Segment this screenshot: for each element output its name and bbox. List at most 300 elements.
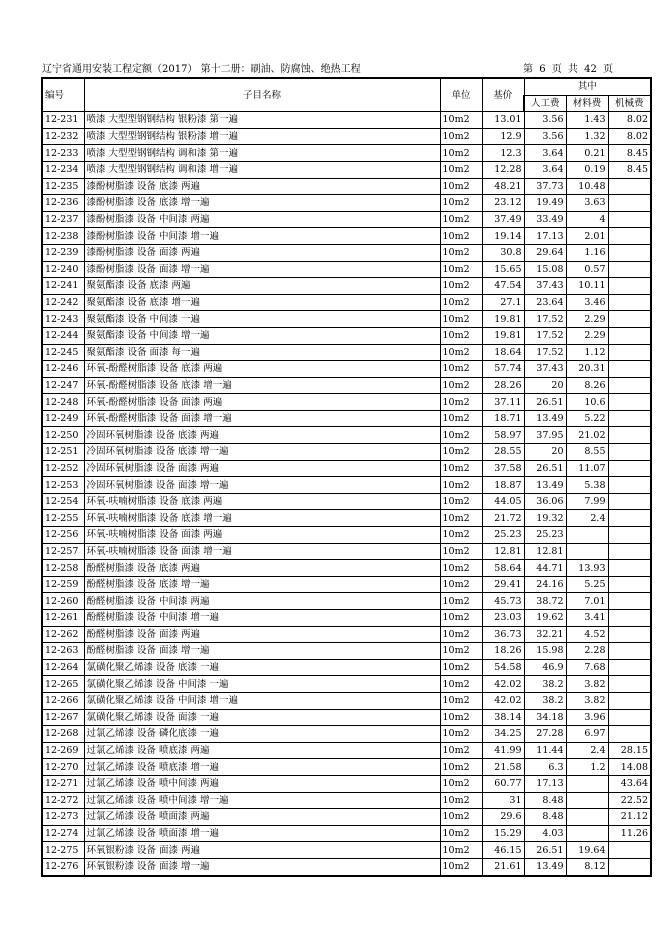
cell-name: 漆酚树脂漆 设备 面漆 增一遍 — [84, 261, 440, 278]
cell-code: 12-234 — [42, 161, 84, 178]
table-row — [42, 543, 651, 560]
cell-material — [566, 825, 608, 842]
cell-unit: 10m2 — [440, 543, 482, 560]
cell-name: 过氯乙烯漆 设备 喷中间漆 两遍 — [84, 775, 440, 792]
cell-machine — [608, 676, 651, 693]
cell-code: 12-270 — [42, 759, 84, 776]
cell-code: 12-231 — [42, 112, 84, 129]
table-row — [42, 178, 651, 195]
cell-name: 过氯乙烯漆 设备 喷中间漆 增一遍 — [84, 792, 440, 809]
cell-unit: 10m2 — [440, 709, 482, 726]
cell-code: 12-256 — [42, 527, 84, 544]
cell-labor: 3.56 — [524, 128, 566, 145]
cell-name: 漆酚树脂漆 设备 面漆 两遍 — [84, 244, 440, 261]
cell-price: 45.73 — [482, 593, 524, 610]
cell-material: 1.2 — [566, 759, 608, 776]
table-row — [42, 278, 651, 295]
table-row — [42, 344, 651, 361]
cell-labor: 15.98 — [524, 643, 566, 660]
cell-code: 12-237 — [42, 211, 84, 228]
table-row — [42, 444, 651, 461]
cell-name: 过氯乙烯漆 设备 磷化底漆 一遍 — [84, 726, 440, 743]
cell-machine — [608, 576, 651, 593]
cell-price: 23.12 — [482, 195, 524, 212]
cell-price: 42.02 — [482, 676, 524, 693]
cell-labor: 20 — [524, 377, 566, 394]
cell-material — [566, 792, 608, 809]
cell-unit: 10m2 — [440, 361, 482, 378]
cell-machine — [608, 394, 651, 411]
cell-name: 环氧银粉漆 设备 面漆 增一遍 — [84, 858, 440, 875]
cell-price: 48.21 — [482, 178, 524, 195]
cell-unit: 10m2 — [440, 560, 482, 577]
cell-code: 12-233 — [42, 145, 84, 162]
cell-material: 2.4 — [566, 742, 608, 759]
cell-machine — [608, 228, 651, 245]
cell-code: 12-263 — [42, 643, 84, 660]
table-row — [42, 311, 651, 328]
cell-unit: 10m2 — [440, 427, 482, 444]
cell-name: 过氯乙烯漆 设备 喷面漆 增一遍 — [84, 825, 440, 842]
cell-labor: 25.23 — [524, 527, 566, 544]
cell-name: 环氧-呋喃树脂漆 设备 底漆 两遍 — [84, 493, 440, 510]
col-header-price: 基价 — [482, 78, 524, 112]
cell-price: 42.02 — [482, 692, 524, 709]
cell-material: 3.46 — [566, 294, 608, 311]
cell-material: 3.96 — [566, 709, 608, 726]
cell-machine: 8.45 — [608, 161, 651, 178]
cell-code: 12-235 — [42, 178, 84, 195]
cell-code: 12-236 — [42, 195, 84, 212]
table-row — [42, 643, 651, 660]
cell-name: 漆酚树脂漆 设备 底漆 两遍 — [84, 178, 440, 195]
cell-labor: 38.2 — [524, 676, 566, 693]
cell-material — [566, 809, 608, 826]
cell-material: 1.12 — [566, 344, 608, 361]
cell-code: 12-245 — [42, 344, 84, 361]
table-row — [42, 610, 651, 627]
col-header-material: 材料费 — [566, 95, 608, 112]
cell-code: 12-274 — [42, 825, 84, 842]
cell-material: 1.32 — [566, 128, 608, 145]
table-row — [42, 593, 651, 610]
cell-price: 21.61 — [482, 858, 524, 875]
table-row — [42, 128, 651, 145]
document-title: 辽宁省通用安装工程定额（2017） 第十二册：刷油、防腐蚀、绝热工程 — [42, 64, 361, 75]
cell-code: 12-238 — [42, 228, 84, 245]
cell-unit: 10m2 — [440, 112, 482, 129]
cell-material: 2.28 — [566, 643, 608, 660]
cell-labor: 20 — [524, 444, 566, 461]
cell-price: 58.64 — [482, 560, 524, 577]
cell-name: 过氯乙烯漆 设备 喷底漆 增一遍 — [84, 759, 440, 776]
cell-price: 18.71 — [482, 410, 524, 427]
cell-labor: 38.72 — [524, 593, 566, 610]
cell-name: 酚醛树脂漆 设备 面漆 两遍 — [84, 626, 440, 643]
cell-unit: 10m2 — [440, 842, 482, 859]
cell-price: 44.05 — [482, 493, 524, 510]
cell-material: 11.07 — [566, 460, 608, 477]
cell-labor: 3.56 — [524, 112, 566, 129]
table-row — [42, 477, 651, 494]
cell-unit: 10m2 — [440, 742, 482, 759]
cell-labor: 37.73 — [524, 178, 566, 195]
cell-material: 3.82 — [566, 676, 608, 693]
cell-machine: 8.02 — [608, 112, 651, 129]
cell-material: 20.31 — [566, 361, 608, 378]
cell-name: 环氧-呋喃树脂漆 设备 面漆 两遍 — [84, 527, 440, 544]
cell-machine — [608, 692, 651, 709]
cell-material: 10.48 — [566, 178, 608, 195]
cell-price: 41.99 — [482, 742, 524, 759]
cell-name: 环氧-酚醛树脂漆 设备 底漆 两遍 — [84, 361, 440, 378]
col-header-among: 其中 — [524, 78, 651, 95]
table-row — [42, 527, 651, 544]
cell-unit: 10m2 — [440, 261, 482, 278]
table-row — [42, 792, 651, 809]
table-body — [42, 112, 651, 876]
cell-labor: 19.32 — [524, 510, 566, 527]
cell-labor: 37.95 — [524, 427, 566, 444]
table-row — [42, 112, 651, 129]
table-row — [42, 161, 651, 178]
cell-material: 8.12 — [566, 858, 608, 875]
table-row — [42, 427, 651, 444]
cell-machine — [608, 858, 651, 875]
cell-machine — [608, 543, 651, 560]
cell-code: 12-269 — [42, 742, 84, 759]
cell-machine: 21.12 — [608, 809, 651, 826]
cell-machine — [608, 410, 651, 427]
cell-price: 15.29 — [482, 825, 524, 842]
cell-price: 38.14 — [482, 709, 524, 726]
cell-machine: 11.26 — [608, 825, 651, 842]
cell-name: 漆酚树脂漆 设备 底漆 增一遍 — [84, 195, 440, 212]
cell-unit: 10m2 — [440, 477, 482, 494]
cell-machine — [608, 278, 651, 295]
cell-price: 46.15 — [482, 842, 524, 859]
cell-labor: 27.28 — [524, 726, 566, 743]
cell-material: 3.63 — [566, 195, 608, 212]
cell-price: 30.8 — [482, 244, 524, 261]
cell-code: 12-253 — [42, 477, 84, 494]
cell-unit: 10m2 — [440, 676, 482, 693]
cell-name: 酚醛树脂漆 设备 中间漆 增一遍 — [84, 610, 440, 627]
cell-name: 氯磺化聚乙烯漆 设备 中间漆 增一遍 — [84, 692, 440, 709]
cell-material — [566, 527, 608, 544]
cell-labor: 46.9 — [524, 659, 566, 676]
cell-unit: 10m2 — [440, 344, 482, 361]
cell-material: 10.6 — [566, 394, 608, 411]
cell-code: 12-240 — [42, 261, 84, 278]
cell-machine: 22.52 — [608, 792, 651, 809]
cell-machine — [608, 211, 651, 228]
cell-labor: 6.3 — [524, 759, 566, 776]
table-row — [42, 377, 651, 394]
cell-code: 12-247 — [42, 377, 84, 394]
cell-unit: 10m2 — [440, 510, 482, 527]
table-row — [42, 659, 651, 676]
table-row — [42, 460, 651, 477]
table-row — [42, 809, 651, 826]
cell-name: 漆酚树脂漆 设备 中间漆 增一遍 — [84, 228, 440, 245]
table-row — [42, 709, 651, 726]
cell-unit: 10m2 — [440, 178, 482, 195]
cell-price: 15.65 — [482, 261, 524, 278]
cell-labor: 44.71 — [524, 560, 566, 577]
cell-code: 12-249 — [42, 410, 84, 427]
cell-name: 氯磺化聚乙烯漆 设备 面漆 一遍 — [84, 709, 440, 726]
page-header — [42, 63, 615, 77]
cell-name: 冷固环氧树脂漆 设备 面漆 增一遍 — [84, 477, 440, 494]
cell-machine — [608, 510, 651, 527]
cell-code: 12-232 — [42, 128, 84, 145]
page-number: 第 6 页 共 42 页 — [523, 64, 613, 75]
cell-machine — [608, 294, 651, 311]
cell-name: 聚氨酯漆 设备 面漆 每一遍 — [84, 344, 440, 361]
cell-code: 12-271 — [42, 775, 84, 792]
cell-machine — [608, 361, 651, 378]
cell-machine: 8.02 — [608, 128, 651, 145]
cell-labor: 3.64 — [524, 161, 566, 178]
cell-labor: 3.64 — [524, 145, 566, 162]
cell-name: 喷漆 大型型钢钢结构 银粉漆 增一遍 — [84, 128, 440, 145]
cell-machine — [608, 460, 651, 477]
cell-material: 8.26 — [566, 377, 608, 394]
table-row — [42, 576, 651, 593]
cell-machine — [608, 593, 651, 610]
cell-unit: 10m2 — [440, 792, 482, 809]
cell-price: 57.74 — [482, 361, 524, 378]
cell-unit: 10m2 — [440, 493, 482, 510]
cell-code: 12-246 — [42, 361, 84, 378]
cell-price: 29.41 — [482, 576, 524, 593]
cell-labor: 19.62 — [524, 610, 566, 627]
cell-unit: 10m2 — [440, 692, 482, 709]
cell-code: 12-272 — [42, 792, 84, 809]
table-row — [42, 692, 651, 709]
cell-name: 环氧-酚醛树脂漆 设备 面漆 两遍 — [84, 394, 440, 411]
cell-material: 8.55 — [566, 444, 608, 461]
cell-unit: 10m2 — [440, 145, 482, 162]
cell-unit: 10m2 — [440, 576, 482, 593]
cell-machine — [608, 626, 651, 643]
cell-machine — [608, 477, 651, 494]
cell-machine — [608, 610, 651, 627]
cell-unit: 10m2 — [440, 294, 482, 311]
cell-unit: 10m2 — [440, 643, 482, 660]
cell-unit: 10m2 — [440, 394, 482, 411]
cell-price: 58.97 — [482, 427, 524, 444]
cell-machine: 8.45 — [608, 145, 651, 162]
cell-machine — [608, 377, 651, 394]
cell-unit: 10m2 — [440, 161, 482, 178]
cell-price: 37.11 — [482, 394, 524, 411]
cell-material: 2.29 — [566, 327, 608, 344]
cell-price: 27.1 — [482, 294, 524, 311]
cell-code: 12-252 — [42, 460, 84, 477]
cell-name: 喷漆 大型型钢钢结构 调和漆 第一遍 — [84, 145, 440, 162]
cell-code: 12-244 — [42, 327, 84, 344]
cell-name: 聚氨酯漆 设备 中间漆 增一遍 — [84, 327, 440, 344]
cell-price: 12.28 — [482, 161, 524, 178]
cell-unit: 10m2 — [440, 410, 482, 427]
table-row — [42, 410, 651, 427]
cell-code: 12-260 — [42, 593, 84, 610]
col-header-machine: 机械费 — [608, 95, 651, 112]
cell-price: 12.3 — [482, 145, 524, 162]
cell-material — [566, 775, 608, 792]
cell-price: 60.77 — [482, 775, 524, 792]
cell-code: 12-255 — [42, 510, 84, 527]
cell-name: 氯磺化聚乙烯漆 设备 中间漆 一遍 — [84, 676, 440, 693]
cell-price: 37.49 — [482, 211, 524, 228]
cell-machine — [608, 178, 651, 195]
cell-code: 12-261 — [42, 610, 84, 627]
cell-material: 6.97 — [566, 726, 608, 743]
cell-material: 7.68 — [566, 659, 608, 676]
cell-code: 12-239 — [42, 244, 84, 261]
table-row — [42, 825, 651, 842]
cell-unit: 10m2 — [440, 244, 482, 261]
cell-code: 12-251 — [42, 444, 84, 461]
cell-name: 喷漆 大型型钢钢结构 调和漆 增一遍 — [84, 161, 440, 178]
cell-price: 19.14 — [482, 228, 524, 245]
cell-labor: 37.43 — [524, 361, 566, 378]
cell-price: 37.58 — [482, 460, 524, 477]
cell-name: 聚氨酯漆 设备 底漆 两遍 — [84, 278, 440, 295]
cell-material: 7.01 — [566, 593, 608, 610]
table-row — [42, 842, 651, 859]
table-row — [42, 211, 651, 228]
table-row — [42, 510, 651, 527]
quota-table — [41, 77, 652, 877]
cell-unit: 10m2 — [440, 809, 482, 826]
cell-labor: 33.49 — [524, 211, 566, 228]
cell-price: 23.03 — [482, 610, 524, 627]
table-row — [42, 327, 651, 344]
cell-machine — [608, 643, 651, 660]
cell-code: 12-276 — [42, 858, 84, 875]
cell-code: 12-257 — [42, 543, 84, 560]
table-row — [42, 195, 651, 212]
cell-name: 过氯乙烯漆 设备 喷面漆 两遍 — [84, 809, 440, 826]
cell-material: 0.19 — [566, 161, 608, 178]
cell-labor: 37.43 — [524, 278, 566, 295]
cell-material: 13.93 — [566, 560, 608, 577]
cell-material: 4.52 — [566, 626, 608, 643]
cell-code: 12-258 — [42, 560, 84, 577]
cell-material: 10.11 — [566, 278, 608, 295]
cell-price: 31 — [482, 792, 524, 809]
table-row — [42, 361, 651, 378]
cell-labor: 8.48 — [524, 809, 566, 826]
cell-code: 12-250 — [42, 427, 84, 444]
cell-unit: 10m2 — [440, 593, 482, 610]
cell-name: 环氧-呋喃树脂漆 设备 底漆 增一遍 — [84, 510, 440, 527]
cell-price: 13.01 — [482, 112, 524, 129]
cell-unit: 10m2 — [440, 128, 482, 145]
cell-code: 12-259 — [42, 576, 84, 593]
col-header-name: 子目名称 — [84, 78, 440, 112]
cell-labor: 29.64 — [524, 244, 566, 261]
cell-labor: 34.18 — [524, 709, 566, 726]
cell-unit: 10m2 — [440, 195, 482, 212]
cell-code: 12-266 — [42, 692, 84, 709]
cell-machine — [608, 327, 651, 344]
cell-name: 聚氨酯漆 设备 底漆 增一遍 — [84, 294, 440, 311]
cell-code: 12-275 — [42, 842, 84, 859]
cell-material — [566, 543, 608, 560]
cell-material: 2.4 — [566, 510, 608, 527]
cell-material: 7.99 — [566, 493, 608, 510]
cell-machine: 43.64 — [608, 775, 651, 792]
cell-labor: 12.81 — [524, 543, 566, 560]
table-row — [42, 858, 651, 875]
cell-name: 喷漆 大型型钢钢结构 银粉漆 第一遍 — [84, 112, 440, 129]
cell-machine — [608, 560, 651, 577]
cell-price: 25.23 — [482, 527, 524, 544]
cell-price: 28.26 — [482, 377, 524, 394]
cell-labor: 38.2 — [524, 692, 566, 709]
cell-labor: 26.51 — [524, 842, 566, 859]
table-row — [42, 742, 651, 759]
table-row — [42, 294, 651, 311]
cell-machine — [608, 842, 651, 859]
cell-unit: 10m2 — [440, 211, 482, 228]
table-row — [42, 145, 651, 162]
cell-name: 酚醛树脂漆 设备 面漆 增一遍 — [84, 643, 440, 660]
cell-name: 冷固环氧树脂漆 设备 底漆 增一遍 — [84, 444, 440, 461]
cell-name: 氯磺化聚乙烯漆 设备 底漆 一遍 — [84, 659, 440, 676]
cell-price: 36.73 — [482, 626, 524, 643]
cell-unit: 10m2 — [440, 527, 482, 544]
cell-price: 19.81 — [482, 327, 524, 344]
cell-name: 环氧-呋喃树脂漆 设备 面漆 增一遍 — [84, 543, 440, 560]
cell-material: 1.43 — [566, 112, 608, 129]
table-row — [42, 726, 651, 743]
cell-unit: 10m2 — [440, 759, 482, 776]
cell-labor: 36.06 — [524, 493, 566, 510]
cell-price: 12.81 — [482, 543, 524, 560]
cell-material: 5.38 — [566, 477, 608, 494]
cell-unit: 10m2 — [440, 377, 482, 394]
cell-price: 18.26 — [482, 643, 524, 660]
cell-name: 过氯乙烯漆 设备 喷底漆 两遍 — [84, 742, 440, 759]
cell-code: 12-248 — [42, 394, 84, 411]
cell-machine — [608, 261, 651, 278]
cell-labor: 8.48 — [524, 792, 566, 809]
table-row — [42, 244, 651, 261]
cell-unit: 10m2 — [440, 610, 482, 627]
cell-machine — [608, 444, 651, 461]
cell-price: 47.54 — [482, 278, 524, 295]
cell-machine — [608, 195, 651, 212]
cell-material: 5.25 — [566, 576, 608, 593]
table-row — [42, 775, 651, 792]
col-header-code: 编号 — [42, 78, 84, 112]
table-row — [42, 676, 651, 693]
cell-name: 环氧银粉漆 设备 面漆 两遍 — [84, 842, 440, 859]
cell-labor: 4.03 — [524, 825, 566, 842]
cell-unit: 10m2 — [440, 444, 482, 461]
cell-code: 12-241 — [42, 278, 84, 295]
cell-name: 冷固环氧树脂漆 设备 底漆 两遍 — [84, 427, 440, 444]
cell-labor: 15.08 — [524, 261, 566, 278]
cell-price: 21.58 — [482, 759, 524, 776]
cell-material: 0.57 — [566, 261, 608, 278]
cell-labor: 13.49 — [524, 410, 566, 427]
